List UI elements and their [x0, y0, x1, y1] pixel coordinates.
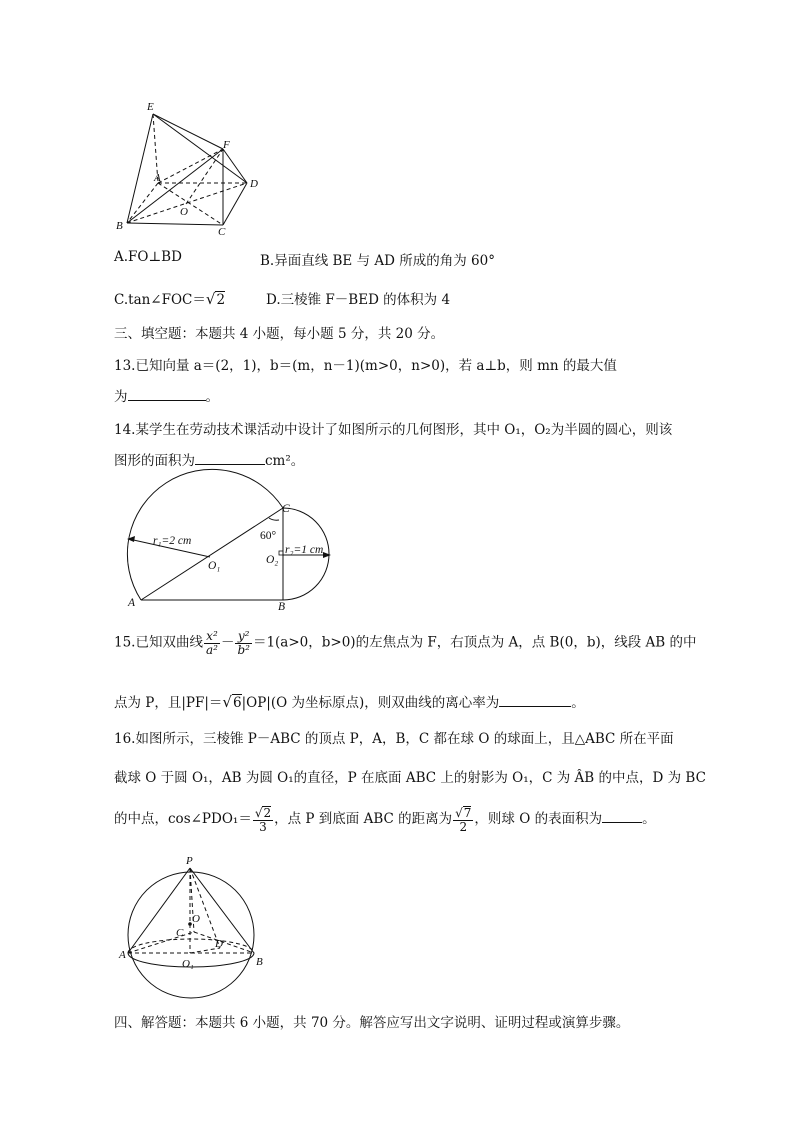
q16-line3-suffix: ，则球 O 的表面积为: [474, 811, 603, 828]
label-O: O: [180, 206, 188, 218]
sqrt7-over-2: $\frac{√7}{2}$: [455, 806, 472, 834]
label-D: D: [250, 178, 258, 190]
label-C: C: [282, 503, 290, 515]
q14-suffix: cm²。: [265, 453, 305, 469]
option-b: B.异面直线 BE 与 AD 所成的角为 60°: [260, 253, 495, 269]
figure-pyramid: [110, 95, 260, 238]
figure-semicircles: [118, 460, 358, 613]
q16-line3: [114, 806, 656, 833]
label-E: E: [147, 101, 154, 113]
label-O: O: [192, 913, 200, 925]
option-a: A.FO⊥BD: [114, 249, 182, 265]
q13-answer-blank[interactable]: [128, 386, 206, 401]
label-O1: O₁: [182, 958, 194, 970]
q15-answer-blank[interactable]: [499, 692, 571, 707]
r2-label: r₂=1 cm: [285, 544, 324, 556]
q13-suffix: 。: [205, 389, 219, 405]
section-3-heading: 三、填空题：本题共 4 小题，每小题 5 分，共 20 分。: [114, 326, 445, 342]
q16-line2: 截球 O 于圆 O₁，AB 为圆 O₁的直径，P 在底面 ABC 上的射影为 O₁，C 为 ÂB 的中点，D 为 BC: [114, 770, 706, 786]
right-angle-mark: [279, 551, 283, 555]
q15-suffix: ＝1(a>0，b>0)的左焦点为 F，右顶点为 A，点 B(0，b)，线段 AB 的中: [252, 634, 697, 651]
label-F: F: [223, 139, 230, 151]
section-4-heading: 四、解答题：本题共 6 小题，共 70 分。解答应写出文字说明、证明过程或演算步骤。: [114, 1015, 630, 1031]
q15-line2-prefix: 点为 P，且|PF|＝: [114, 695, 223, 711]
r2-arrowhead: [323, 552, 331, 558]
label-P: P: [186, 855, 193, 867]
q15-prefix: 15.已知双曲线: [114, 634, 203, 651]
label-O1: O₁: [208, 560, 221, 572]
option-d: D.三棱锥 F－BED 的体积为 4: [266, 292, 451, 308]
q13-line1: 13.已知向量 a＝(2，1)，b＝(m，n－1)(m>0，n>0)，若 a⊥b，则 mn 的最大值: [114, 358, 617, 374]
figure-sphere: [116, 850, 266, 1000]
q16-line1: 16.如图所示，三棱锥 P－ABC 的顶点 P，A，B，C 都在球 O 的球面上，且△ABC 所在平面: [114, 731, 674, 747]
q16-answer-blank[interactable]: [602, 808, 642, 823]
y2-over-b2: $\frac{\text{y²}}{\text{b²}}$: [237, 629, 250, 657]
q13-prefix: 为: [114, 389, 128, 405]
option-c-radicand: 2: [216, 292, 226, 308]
label-B: B: [116, 220, 123, 232]
x2-over-a2: $\frac{\text{x²}}{\text{a²}}$: [205, 629, 218, 657]
q15-line1: 15.已知双曲线 $\frac{\text{x²}}{\text{a²}}$ － $\frac{\text{y²}}{\text{b²}}$ ＝1(a>0，b>0)的左焦点为 F，右顶点为 A，点 B(0，b)，线段 AB 的中: [114, 629, 697, 657]
option-c-text: C.tan∠FOC＝: [114, 292, 206, 308]
label-C: C: [218, 226, 226, 238]
q14-prefix: 图形的面积为: [114, 453, 195, 469]
q16-line3-end: 。: [642, 811, 656, 828]
label-A: A: [154, 172, 161, 184]
q15-line2-mid: |OP|(O 为坐标原点)，则双曲线的离心率为: [241, 695, 500, 711]
option-c: C.tan∠FOC＝√2: [114, 290, 226, 308]
q16-line3-mid: ，点 P 到底面 ABC 的距离为: [274, 811, 453, 828]
label-B: B: [256, 956, 263, 968]
label-A: A: [128, 597, 136, 609]
label-B: B: [278, 601, 286, 613]
label-D: D: [215, 938, 223, 950]
sqrt2-over-3: $\frac{√2}{3}$: [254, 806, 272, 834]
q15-line2: 点为 P，且|PF|＝√6|OP|(O 为坐标原点)，则双曲线的离心率为 。: [114, 693, 585, 711]
label-O2: O₂: [266, 554, 279, 566]
q15-line2-suffix: 。: [571, 695, 585, 711]
q13-line2: [114, 385, 219, 405]
angle-label: 60°: [260, 530, 277, 542]
q14-line1: 14.某学生在劳动技术课活动中设计了如图所示的几何图形，其中 O₁，O₂为半圆的圆心，则该: [114, 422, 673, 438]
label-C: C: [176, 927, 184, 939]
q15-radicand: 6: [232, 695, 242, 711]
label-A: A: [119, 949, 126, 961]
q16-line3-prefix: 的中点，cos∠PDO₁＝: [114, 811, 252, 828]
r1-label: r₁=2 cm: [153, 535, 192, 547]
